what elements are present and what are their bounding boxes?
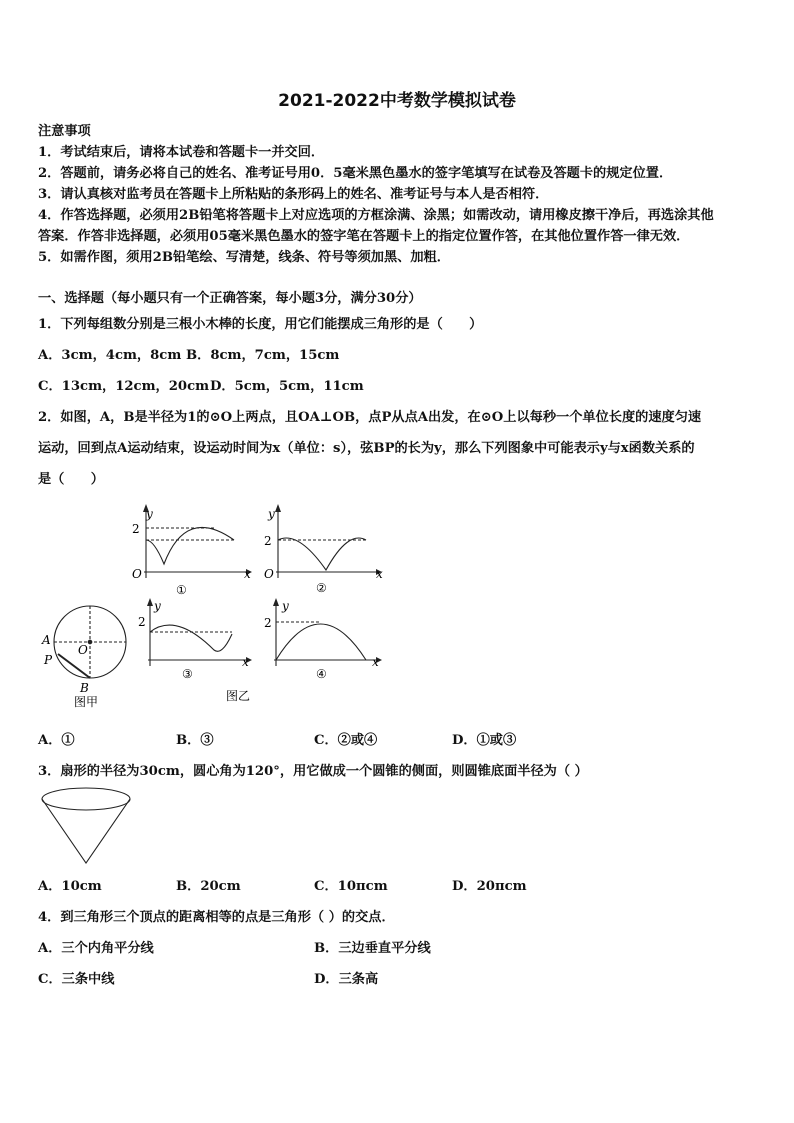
notice-item-1: 1．考试结束后，请将本试卷和答题卡一并交回． (38, 145, 325, 160)
circle-label-a: A (42, 633, 51, 647)
notice-item-3: 3．请认真核对监考员在答题卡上所粘贴的条形码上的姓名、准考证号与本人是否相符． (38, 187, 549, 202)
g2-axis-y: y (268, 507, 275, 521)
page-title: 2021-2022中考数学模拟试卷 (278, 91, 516, 111)
g4-ytick: 2 (264, 616, 272, 630)
notice-item-4: 4．作答选择题，必须用2B铅笔将答题卡上对应选项的方框涂满、涂黑；如需改动，请用橡皮擦干净后，再选涂其他 (38, 208, 714, 223)
g4-axis-x: x (372, 655, 379, 669)
g3-label: ③ (182, 667, 193, 681)
g2-label: ② (316, 581, 327, 595)
q1-stem: 1．下列每组数分别是三根小木棒的长度，用它们能摆成三角形的是（ ） (38, 317, 483, 332)
q4-option-c: C．三条中线 (38, 972, 115, 987)
notice-item-2: 2．答题前，请务必将自己的姓名、准考证号用0．5毫米黑色墨水的签字笔填写在试卷及答题卡的规定位置． (38, 166, 673, 181)
g1-label: ① (176, 583, 187, 597)
q4-option-d: D．三条高 (314, 972, 379, 987)
caption-right: 图乙 (226, 689, 251, 703)
notice-heading: 注意事项 (38, 124, 91, 139)
notice-item-4-cont: 答案．作答非选择题，必须用05毫米黑色墨水的签字笔在答题卡上的指定位置作答，在其他位置作答一律无效． (38, 229, 690, 244)
g3-axis-x: x (242, 655, 249, 669)
g1-axis-x: x (244, 567, 251, 581)
g2-origin: O (264, 567, 274, 581)
q1-option-d: D．5cm，5cm，11cm (210, 379, 364, 394)
q2-option-b: B．③ (176, 733, 214, 748)
section-heading: 一、选择题（每小题只有一个正确答案，每小题3分，满分30分） (38, 291, 422, 306)
g2-axis-x: x (376, 567, 383, 581)
q2-figure (36, 500, 386, 712)
circle-label-b: B (80, 681, 89, 695)
g2-ytick: 2 (264, 534, 272, 548)
q3-option-b: B．20cm (176, 879, 241, 894)
caption-left: 图甲 (74, 695, 99, 709)
q2-stem-line3: 是（ ） (38, 472, 104, 487)
q2-stem-line2: 运动，回到点A运动结束，设运动时间为x（单位：s），弦BP的长为y，那么下列图象中可能表示y与x函数关系的 (38, 441, 695, 456)
notice-item-5: 5．如需作图，须用2B铅笔绘、写清楚，线条、符号等须加黑、加粗． (38, 250, 450, 265)
g1-origin: O (132, 567, 142, 581)
g4-axis-y: y (282, 599, 289, 613)
q2-option-d: D．①或③ (452, 733, 517, 748)
g1-axis-y: y (146, 507, 153, 521)
q3-option-c: C．10πcm (314, 879, 388, 894)
q1-option-c: C．13cm，12cm，20cm (38, 379, 210, 394)
g4-label: ④ (316, 667, 327, 681)
q2-stem-line1: 2．如图，A，B是半径为1的⊙O上两点，且OA⊥OB，点P从点A出发，在⊙O上以每秒一个单位长度的速度匀速 (38, 410, 702, 425)
g3-axis-y: y (154, 599, 161, 613)
q3-option-a: A．10cm (38, 879, 102, 894)
g1-ytick: 2 (132, 522, 140, 536)
q3-option-d: D．20πcm (452, 879, 527, 894)
g3-ytick: 2 (138, 615, 146, 629)
q4-option-a: A．三个内角平分线 (38, 941, 154, 956)
q3-cone-figure (36, 785, 136, 867)
q2-option-c: C．②或④ (314, 733, 378, 748)
q4-stem: 4．到三角形三个顶点的距离相等的点是三角形（ ）的交点． (38, 910, 395, 925)
q1-option-b: B．8cm，7cm，15cm (186, 348, 340, 363)
q1-option-a: A．3cm，4cm，8cm (38, 348, 182, 363)
circle-label-p: P (44, 653, 53, 667)
q4-option-b: B．三边垂直平分线 (314, 941, 431, 956)
circle-label-o: O (78, 643, 88, 657)
q3-stem: 3．扇形的半径为30cm，圆心角为120°，用它做成一个圆锥的侧面，则圆锥底面半径为（ ） (38, 764, 588, 779)
q2-option-a: A．① (38, 733, 75, 748)
